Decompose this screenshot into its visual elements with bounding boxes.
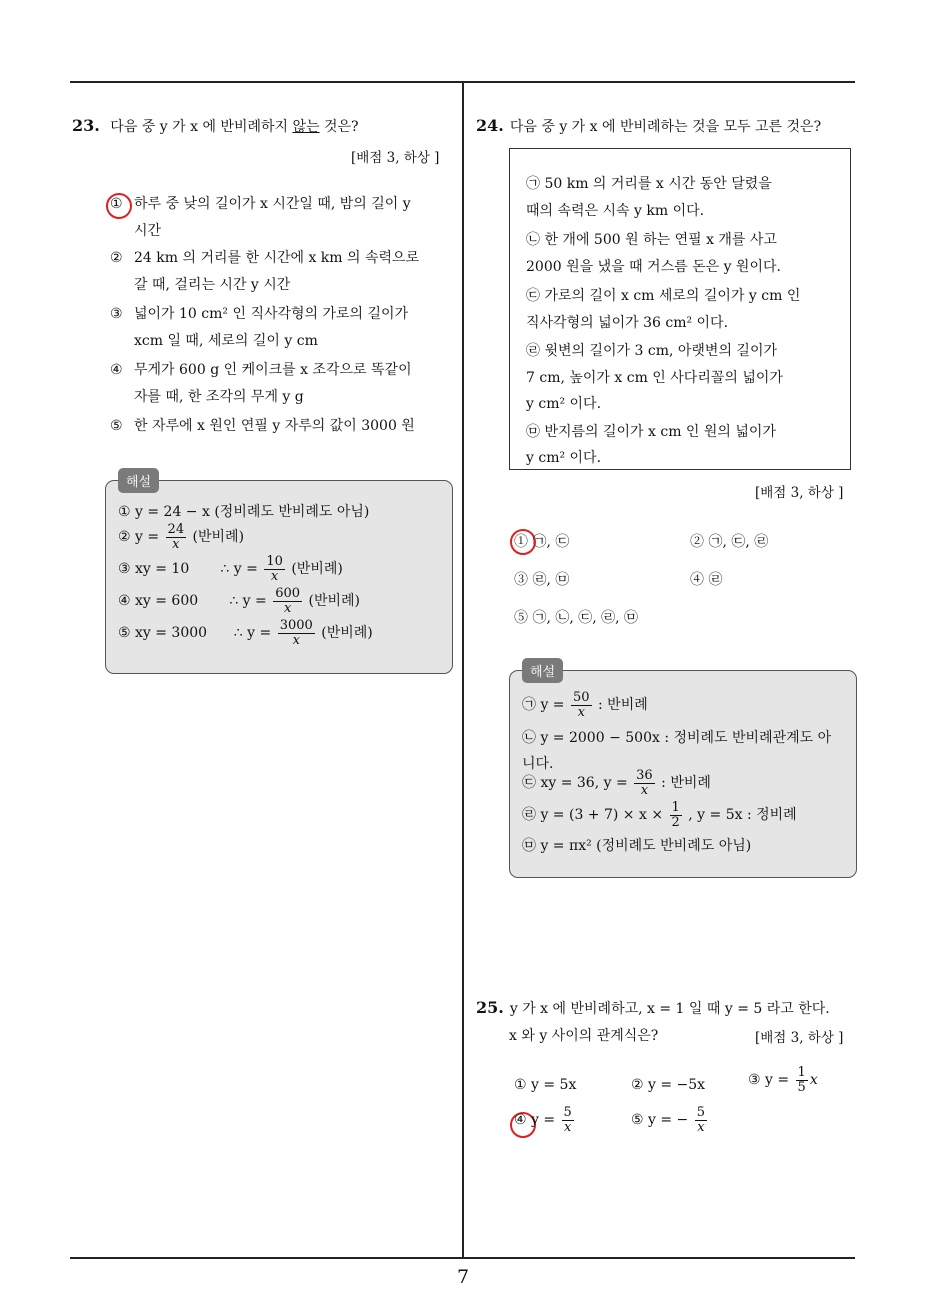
q24-sol-line-3: 니다. [522, 756, 554, 772]
box-line: y cm² 이다. [526, 396, 602, 412]
sol-text: ∴ y = [229, 593, 267, 610]
sol-text: ㉣ y = (3 + 7) × x × [522, 807, 664, 824]
sol-text: ∴ y = [220, 561, 258, 578]
q24-sol-line-1 [522, 691, 648, 719]
q24-text: 다음 중 y 가 x 에 반비례하는 것을 모두 고른 것은? [509, 119, 822, 135]
fraction [796, 1066, 808, 1094]
q23-stem [72, 116, 359, 136]
q23-choice-1[interactable] [110, 191, 411, 245]
q25-option-5[interactable] [631, 1106, 709, 1134]
numerator: 600 [275, 586, 301, 601]
sol-text: ④ xy = 600 [118, 593, 199, 610]
q25-option-2[interactable]: ② y = −5x [631, 1077, 706, 1093]
choice-line: 시간 [134, 223, 162, 239]
fraction [264, 555, 285, 583]
choice-number: ③ [110, 306, 123, 322]
sol-text: (반비례) [308, 593, 361, 610]
q23-sol-line-3 [118, 555, 343, 583]
choice-number: ④ [110, 362, 123, 378]
fraction [634, 769, 655, 797]
q25-option-1[interactable]: ① y = 5x [514, 1077, 577, 1093]
q23-score: [배점 3, 하상 ] [351, 150, 440, 166]
q25-score: [배점 3, 하상 ] [755, 1030, 844, 1046]
q25-text-1: y 가 x 에 반비례하고, x = 1 일 때 y = 5 라고 한다. [509, 1001, 830, 1017]
box-line: y cm² 이다. [526, 450, 602, 466]
numerator: 24 [167, 522, 185, 537]
q23-number: 23. [72, 116, 100, 135]
page-number: 7 [456, 1266, 470, 1288]
denominator: x [283, 600, 292, 616]
q24-option-1[interactable]: ① ㉠, ㉢ [514, 534, 570, 550]
q23-text-underlined: 않는 [292, 119, 320, 135]
opt-text: x [809, 1072, 818, 1089]
choice-number: ⑤ [110, 418, 123, 434]
choice-line: 갈 때, 걸리는 시간 y 시간 [134, 277, 291, 293]
numerator: 1 [797, 1065, 806, 1080]
bottom-rule [70, 1257, 855, 1259]
sol-text: (반비례) [291, 561, 343, 578]
numerator: 3000 [279, 618, 313, 633]
choice-line: 무게가 600 g 인 케이크를 x 조각으로 똑같이 [134, 362, 412, 378]
box-line: ㉢ 가로의 길이 x cm 세로의 길이가 y cm 인 [526, 288, 801, 304]
fraction [273, 587, 302, 615]
opt-text: ④ y = [514, 1112, 556, 1129]
q23-choice-4[interactable] [110, 357, 412, 411]
q23-text-after: 것은? [319, 119, 359, 135]
numerator: 36 [636, 768, 653, 783]
denominator: x [172, 536, 180, 552]
q24-sol-line-2: ㉡ y = 2000 − 500x : 정비례도 반비례관계도 아 [522, 730, 832, 746]
q25-option-3[interactable] [748, 1066, 818, 1094]
box-line: 때의 속력은 시속 y km 이다. [526, 203, 705, 219]
denominator: x [697, 1119, 705, 1135]
denominator: 2 [671, 814, 680, 830]
choice-line: 넓이가 10 cm² 인 직사각형의 가로의 길이가 [134, 306, 409, 322]
q24-option-4[interactable]: ④ ㉣ [690, 572, 723, 588]
sol-text: ㉠ y = [522, 697, 565, 714]
q24-solution-box [509, 670, 857, 878]
q23-solution-tag: 해설 [118, 468, 159, 493]
q23-choice-2[interactable] [110, 245, 419, 299]
sol-text: ㉢ xy = 36, y = [522, 775, 628, 792]
fraction [695, 1106, 707, 1134]
q23-sol-line-5 [118, 619, 373, 647]
q24-solution-tag: 해설 [522, 658, 563, 683]
q24-option-5[interactable]: ⑤ ㉠, ㉡, ㉢, ㉣, ㉤ [514, 610, 639, 626]
choice-line: 한 자루에 x 원인 연필 y 자루의 값이 3000 원 [134, 418, 415, 434]
q25-stem-line-1 [476, 998, 830, 1018]
q25-stem-line-2: x 와 y 사이의 관계식은? [509, 1028, 659, 1044]
q23-solution-box [105, 480, 453, 674]
fraction [670, 801, 682, 829]
choice-number: ② [110, 250, 123, 266]
denominator: x [270, 568, 279, 584]
q24-sol-line-6: ㉤ y = πx² (정비례도 반비례도 아님) [522, 838, 752, 854]
q24-score: [배점 3, 하상 ] [755, 485, 844, 501]
opt-text: ③ y = [748, 1072, 790, 1089]
q24-number: 24. [476, 116, 504, 135]
column-divider [462, 82, 464, 1258]
q24-stem [476, 116, 821, 136]
box-line: 직사각형의 넓이가 36 cm² 이다. [526, 315, 729, 331]
sol-text: : 반비례 [598, 697, 648, 714]
numerator: 5 [563, 1105, 572, 1120]
sol-text: : 반비례 [661, 775, 711, 792]
fraction [562, 1106, 574, 1134]
denominator: 5 [797, 1079, 806, 1095]
box-line: ㉣ 윗변의 길이가 3 cm, 아랫변의 길이가 [526, 343, 777, 359]
sol-text: ③ xy = 10 [118, 561, 190, 578]
choice-line: xcm 일 때, 세로의 길이 y cm [134, 333, 318, 349]
box-line: ㉠ 50 km 의 거리를 x 시간 동안 달렸을 [526, 176, 772, 192]
denominator: x [577, 704, 585, 720]
box-line: ㉤ 반지름의 길이가 x cm 인 원의 넓이가 [526, 424, 776, 440]
q25-option-4[interactable] [514, 1106, 576, 1134]
box-line: 7 cm, 높이가 x cm 인 사다리꼴의 넓이가 [526, 370, 783, 386]
opt-text: ⑤ y = − [631, 1112, 689, 1129]
box-line: 2000 원을 냈을 때 거스름 돈은 y 원이다. [526, 259, 781, 275]
sol-text: (반비례) [321, 625, 373, 642]
q23-sol-line-1: ① y = 24 − x (정비례도 반비례도 아님) [118, 504, 370, 520]
sol-text: (반비례) [192, 529, 245, 546]
numerator: 1 [671, 800, 680, 815]
fraction [166, 523, 187, 551]
q24-condition-box [509, 148, 851, 470]
numerator: 50 [573, 690, 590, 705]
sol-text: ∴ y = [233, 625, 272, 642]
choice-line: 24 km 의 거리를 한 시간에 x km 의 속력으로 [134, 250, 420, 266]
fraction [278, 619, 315, 647]
sol-text: ⑤ xy = 3000 [118, 625, 208, 642]
numerator: 5 [696, 1105, 706, 1120]
box-line: ㉡ 한 개에 500 원 하는 연필 x 개를 사고 [526, 232, 777, 248]
q24-option-2[interactable]: ② ㉠, ㉢, ㉣ [690, 534, 769, 550]
denominator: x [564, 1119, 572, 1135]
fraction [571, 691, 592, 719]
q25-number: 25. [476, 998, 504, 1017]
q23-choice-3[interactable] [110, 301, 408, 355]
choice-line: 하루 중 낮의 길이가 x 시간일 때, 밤의 길이 y [134, 196, 411, 212]
q24-sol-line-4 [522, 769, 711, 797]
choice-line: 자를 때, 한 조각의 무게 y g [134, 389, 304, 405]
choice-number: ① [110, 196, 123, 212]
denominator: x [640, 782, 649, 798]
q24-sol-line-5 [522, 801, 797, 829]
sol-text: , y = 5x : 정비례 [688, 807, 797, 824]
q23-sol-line-4 [118, 587, 360, 615]
denominator: x [292, 632, 300, 648]
numerator: 10 [266, 554, 283, 569]
q23-choice-5[interactable] [110, 413, 415, 440]
q23-sol-line-2 [118, 523, 244, 551]
sol-text: ② y = [118, 529, 160, 546]
q23-text-before: 다음 중 y 가 x 에 반비례하지 [110, 119, 293, 135]
q24-option-3[interactable]: ③ ㉣, ㉤ [514, 572, 570, 588]
